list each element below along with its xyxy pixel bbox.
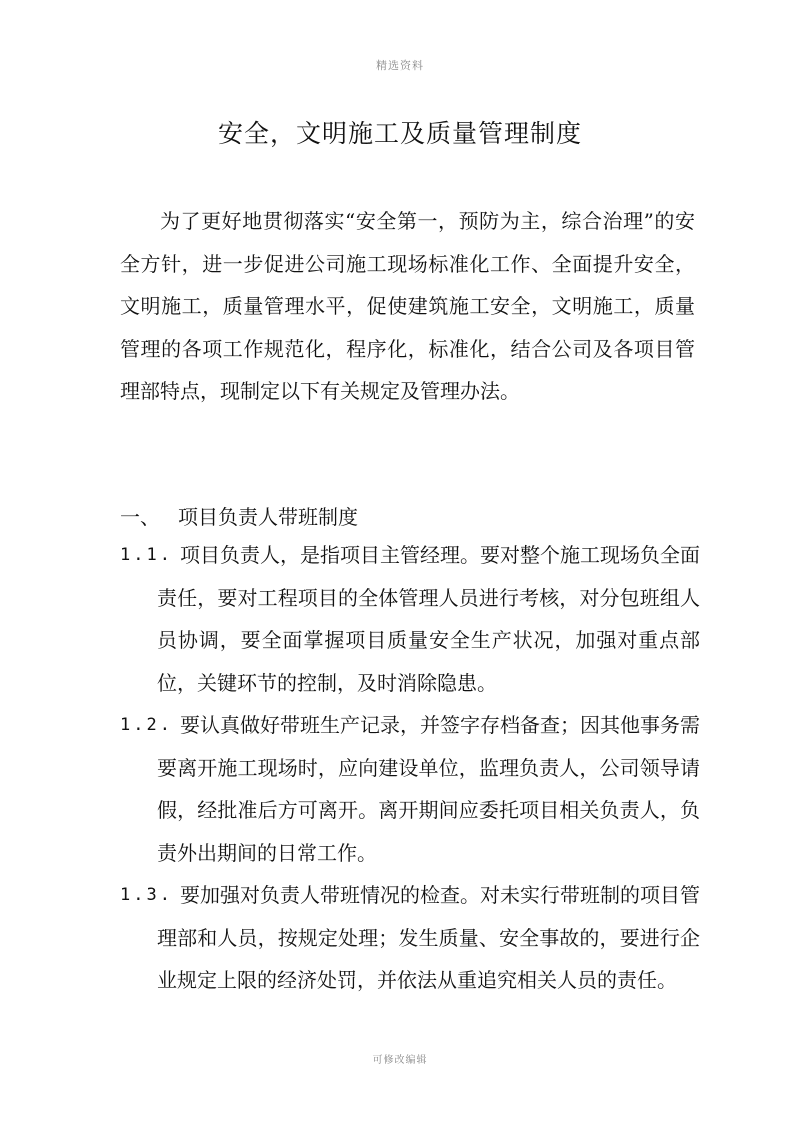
item-text: 要认真做好带班生产记录，并签字存档备查；因其他事务需要离开施工现场时，应向建设单位，监理负责人，公司领导请假，经批准后方可离开。离开期间应委托项目相关负责人，负责外出期间的日常工作。	[157, 713, 700, 865]
item-number: 1.2.	[120, 715, 173, 735]
section-heading	[120, 496, 680, 538]
item-number: 1.3.	[120, 885, 173, 905]
document-title: 安全，文明施工及质量管理制度	[217, 119, 582, 148]
section-items	[120, 534, 700, 1002]
item-text: 项目负责人，是指项目主管经理。要对整个施工现场负全面责任，要对工程项目的全体管理人员进行考核，对分包班组人员协调，要全面掌握项目质量安全生产状况，加强对重点部位，关键环节的控制，及时消除隐患。	[157, 543, 700, 695]
list-item	[120, 704, 700, 874]
section-title: 项目负责人带班制度	[178, 505, 358, 529]
header-note: 精选资料	[376, 59, 424, 72]
item-number: 1.1.	[120, 545, 173, 565]
item-text: 要加强对负责人带班情况的检查。对未实行带班制的项目管理部和人员，按规定处理；发生质量、安全事故的，要进行企业规定上限的经济处罚，并依法从重追究相关人员的责任。	[157, 883, 700, 992]
footer-note: 可修改编辑	[372, 1055, 428, 1066]
list-item	[120, 534, 700, 704]
intro-paragraph: 为了更好地贯彻落实“安全第一，预防为主，综合治理”的安全方针，进一步促进公司施工现场标准化工作、全面提升安全，文明施工，质量管理水平，促使建筑施工安全，文明施工，质量管理的各项工作规范化，程序化，标准化，结合公司及各项目管理部特点，现制定以下有关规定及管理办法。	[120, 209, 695, 404]
section-number: 一、	[120, 505, 160, 529]
list-item	[120, 874, 700, 1002]
